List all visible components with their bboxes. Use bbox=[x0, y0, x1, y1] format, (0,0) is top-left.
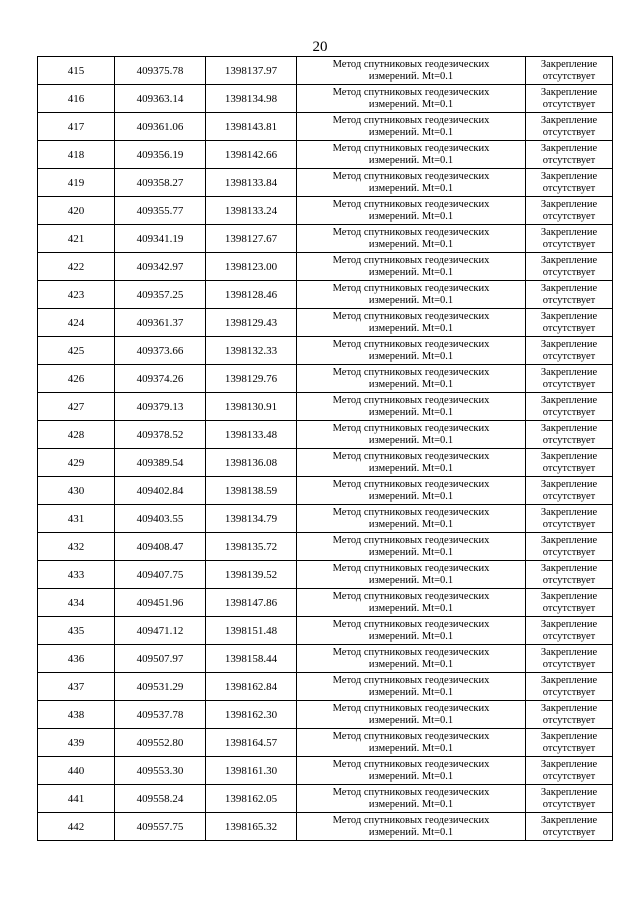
x-coordinate-cell: 409471.12 bbox=[115, 617, 206, 645]
table-row bbox=[38, 589, 613, 617]
method-cell-line: измерений. Mt=0.1 bbox=[368, 770, 454, 782]
fixing-cell-line: отсутствует bbox=[542, 714, 596, 726]
method-cell bbox=[297, 617, 526, 645]
method-cell-line: Метод спутниковых геодезических bbox=[332, 758, 490, 770]
fixing-cell-line: отсутствует bbox=[542, 322, 596, 334]
fixing-cell bbox=[526, 393, 613, 421]
point-number-cell: 437 bbox=[38, 673, 115, 701]
fixing-cell bbox=[526, 281, 613, 309]
fixing-cell-line: Закрепление bbox=[540, 506, 598, 518]
table-row bbox=[38, 309, 613, 337]
fixing-cell bbox=[526, 365, 613, 393]
fixing-cell-line: отсутствует bbox=[542, 434, 596, 446]
table-row bbox=[38, 617, 613, 645]
table-row bbox=[38, 813, 613, 841]
page-number: 20 bbox=[312, 39, 328, 55]
fixing-cell-line: Закрепление bbox=[540, 730, 598, 742]
table-row bbox=[38, 253, 613, 281]
x-coordinate-cell: 409537.78 bbox=[115, 701, 206, 729]
fixing-cell-line: отсутствует bbox=[542, 546, 596, 558]
fixing-cell-line: отсутствует bbox=[542, 518, 596, 530]
fixing-cell bbox=[526, 617, 613, 645]
point-number-cell: 427 bbox=[38, 393, 115, 421]
fixing-cell bbox=[526, 757, 613, 785]
point-number-cell: 418 bbox=[38, 141, 115, 169]
x-coordinate-cell: 409361.37 bbox=[115, 309, 206, 337]
method-cell-line: Метод спутниковых геодезических bbox=[332, 618, 490, 630]
point-number-cell: 435 bbox=[38, 617, 115, 645]
y-coordinate-cell: 1398151.48 bbox=[206, 617, 297, 645]
y-coordinate-cell: 1398133.24 bbox=[206, 197, 297, 225]
table-row bbox=[38, 785, 613, 813]
table-row bbox=[38, 113, 613, 141]
method-cell bbox=[297, 785, 526, 813]
y-coordinate-cell: 1398129.43 bbox=[206, 309, 297, 337]
method-cell bbox=[297, 309, 526, 337]
x-coordinate-cell: 409552.80 bbox=[115, 729, 206, 757]
method-cell-line: Метод спутниковых геодезических bbox=[332, 422, 490, 434]
method-cell bbox=[297, 449, 526, 477]
method-cell-line: Метод спутниковых геодезических bbox=[332, 730, 490, 742]
method-cell-line: Метод спутниковых геодезических bbox=[332, 198, 490, 210]
table-row bbox=[38, 421, 613, 449]
method-cell-line: Метод спутниковых геодезических bbox=[332, 58, 490, 70]
fixing-cell-line: Закрепление bbox=[540, 674, 598, 686]
method-cell-line: измерений. Mt=0.1 bbox=[368, 378, 454, 390]
fixing-cell-line: Закрепление bbox=[540, 618, 598, 630]
fixing-cell-line: отсутствует bbox=[542, 742, 596, 754]
fixing-cell-line: Закрепление bbox=[540, 142, 598, 154]
table-row bbox=[38, 141, 613, 169]
x-coordinate-cell: 409361.06 bbox=[115, 113, 206, 141]
method-cell-line: измерений. Mt=0.1 bbox=[368, 350, 454, 362]
fixing-cell bbox=[526, 729, 613, 757]
method-cell-line: Метод спутниковых геодезических bbox=[332, 114, 490, 126]
method-cell-line: измерений. Mt=0.1 bbox=[368, 518, 454, 530]
fixing-cell-line: Закрепление bbox=[540, 590, 598, 602]
fixing-cell bbox=[526, 421, 613, 449]
fixing-cell bbox=[526, 85, 613, 113]
fixing-cell-line: отсутствует bbox=[542, 406, 596, 418]
fixing-cell-line: отсутствует bbox=[542, 770, 596, 782]
fixing-cell-line: Закрепление bbox=[540, 114, 598, 126]
x-coordinate-cell: 409451.96 bbox=[115, 589, 206, 617]
y-coordinate-cell: 1398162.30 bbox=[206, 701, 297, 729]
method-cell-line: измерений. Mt=0.1 bbox=[368, 98, 454, 110]
x-coordinate-cell: 409358.27 bbox=[115, 169, 206, 197]
fixing-cell-line: отсутствует bbox=[542, 182, 596, 194]
y-coordinate-cell: 1398147.86 bbox=[206, 589, 297, 617]
y-coordinate-cell: 1398132.33 bbox=[206, 337, 297, 365]
x-coordinate-cell: 409355.77 bbox=[115, 197, 206, 225]
method-cell-line: измерений. Mt=0.1 bbox=[368, 798, 454, 810]
x-coordinate-cell: 409375.78 bbox=[115, 57, 206, 85]
method-cell-line: измерений. Mt=0.1 bbox=[368, 742, 454, 754]
fixing-cell-line: отсутствует bbox=[542, 658, 596, 670]
fixing-cell-line: Закрепление bbox=[540, 198, 598, 210]
method-cell bbox=[297, 589, 526, 617]
fixing-cell-line: отсутствует bbox=[542, 294, 596, 306]
method-cell bbox=[297, 477, 526, 505]
method-cell-line: Метод спутниковых геодезических bbox=[332, 142, 490, 154]
fixing-cell bbox=[526, 785, 613, 813]
method-cell bbox=[297, 505, 526, 533]
table-row bbox=[38, 449, 613, 477]
method-cell-line: Метод спутниковых геодезических bbox=[332, 646, 490, 658]
y-coordinate-cell: 1398138.59 bbox=[206, 477, 297, 505]
method-cell bbox=[297, 197, 526, 225]
y-coordinate-cell: 1398139.52 bbox=[206, 561, 297, 589]
fixing-cell-line: отсутствует bbox=[542, 126, 596, 138]
point-number-cell: 425 bbox=[38, 337, 115, 365]
x-coordinate-cell: 409356.19 bbox=[115, 141, 206, 169]
method-cell-line: измерений. Mt=0.1 bbox=[368, 406, 454, 418]
method-cell bbox=[297, 169, 526, 197]
y-coordinate-cell: 1398164.57 bbox=[206, 729, 297, 757]
point-number-cell: 428 bbox=[38, 421, 115, 449]
method-cell-line: измерений. Mt=0.1 bbox=[368, 686, 454, 698]
fixing-cell-line: отсутствует bbox=[542, 462, 596, 474]
x-coordinate-cell: 409531.29 bbox=[115, 673, 206, 701]
table-row bbox=[38, 85, 613, 113]
fixing-cell-line: отсутствует bbox=[542, 686, 596, 698]
y-coordinate-cell: 1398123.00 bbox=[206, 253, 297, 281]
table-row bbox=[38, 505, 613, 533]
fixing-cell bbox=[526, 533, 613, 561]
method-cell-line: измерений. Mt=0.1 bbox=[368, 434, 454, 446]
method-cell-line: измерений. Mt=0.1 bbox=[368, 126, 454, 138]
y-coordinate-cell: 1398130.91 bbox=[206, 393, 297, 421]
y-coordinate-cell: 1398142.66 bbox=[206, 141, 297, 169]
fixing-cell-line: Закрепление bbox=[540, 758, 598, 770]
fixing-cell-line: отсутствует bbox=[542, 70, 596, 82]
point-number-cell: 420 bbox=[38, 197, 115, 225]
method-cell-line: измерений. Mt=0.1 bbox=[368, 546, 454, 558]
x-coordinate-cell: 409357.25 bbox=[115, 281, 206, 309]
point-number-cell: 416 bbox=[38, 85, 115, 113]
method-cell bbox=[297, 561, 526, 589]
method-cell-line: Метод спутниковых геодезических bbox=[332, 786, 490, 798]
method-cell bbox=[297, 225, 526, 253]
fixing-cell bbox=[526, 253, 613, 281]
method-cell-line: Метод спутниковых геодезических bbox=[332, 478, 490, 490]
x-coordinate-cell: 409557.75 bbox=[115, 813, 206, 841]
method-cell bbox=[297, 57, 526, 85]
method-cell-line: Метод спутниковых геодезических bbox=[332, 674, 490, 686]
method-cell-line: измерений. Mt=0.1 bbox=[368, 602, 454, 614]
fixing-cell-line: Закрепление bbox=[540, 58, 598, 70]
y-coordinate-cell: 1398128.46 bbox=[206, 281, 297, 309]
x-coordinate-cell: 409341.19 bbox=[115, 225, 206, 253]
table-row bbox=[38, 645, 613, 673]
method-cell-line: Метод спутниковых геодезических bbox=[332, 254, 490, 266]
method-cell-line: измерений. Mt=0.1 bbox=[368, 294, 454, 306]
y-coordinate-cell: 1398158.44 bbox=[206, 645, 297, 673]
x-coordinate-cell: 409558.24 bbox=[115, 785, 206, 813]
method-cell-line: измерений. Mt=0.1 bbox=[368, 462, 454, 474]
table-row bbox=[38, 701, 613, 729]
fixing-cell-line: Закрепление bbox=[540, 282, 598, 294]
fixing-cell-line: Закрепление bbox=[540, 786, 598, 798]
fixing-cell bbox=[526, 113, 613, 141]
method-cell-line: Метод спутниковых геодезических bbox=[332, 170, 490, 182]
fixing-cell-line: Закрепление bbox=[540, 170, 598, 182]
method-cell bbox=[297, 253, 526, 281]
point-number-cell: 432 bbox=[38, 533, 115, 561]
method-cell-line: измерений. Mt=0.1 bbox=[368, 154, 454, 166]
point-number-cell: 424 bbox=[38, 309, 115, 337]
y-coordinate-cell: 1398133.48 bbox=[206, 421, 297, 449]
method-cell-line: измерений. Mt=0.1 bbox=[368, 210, 454, 222]
fixing-cell-line: отсутствует bbox=[542, 154, 596, 166]
point-number-cell: 433 bbox=[38, 561, 115, 589]
fixing-cell-line: Закрепление bbox=[540, 366, 598, 378]
fixing-cell-line: отсутствует bbox=[542, 350, 596, 362]
fixing-cell-line: отсутствует bbox=[542, 630, 596, 642]
method-cell-line: Метод спутниковых геодезических bbox=[332, 226, 490, 238]
fixing-cell-line: Закрепление bbox=[540, 646, 598, 658]
x-coordinate-cell: 409407.75 bbox=[115, 561, 206, 589]
fixing-cell bbox=[526, 337, 613, 365]
table-row bbox=[38, 169, 613, 197]
method-cell-line: Метод спутниковых геодезических bbox=[332, 338, 490, 350]
method-cell bbox=[297, 281, 526, 309]
table-row bbox=[38, 393, 613, 421]
fixing-cell bbox=[526, 449, 613, 477]
x-coordinate-cell: 409408.47 bbox=[115, 533, 206, 561]
point-number-cell: 423 bbox=[38, 281, 115, 309]
x-coordinate-cell: 409374.26 bbox=[115, 365, 206, 393]
method-cell-line: Метод спутниковых геодезических bbox=[332, 394, 490, 406]
x-coordinate-cell: 409363.14 bbox=[115, 85, 206, 113]
fixing-cell-line: отсутствует bbox=[542, 826, 596, 838]
method-cell-line: измерений. Mt=0.1 bbox=[368, 826, 454, 838]
point-number-cell: 438 bbox=[38, 701, 115, 729]
method-cell bbox=[297, 365, 526, 393]
method-cell-line: измерений. Mt=0.1 bbox=[368, 322, 454, 334]
method-cell bbox=[297, 729, 526, 757]
fixing-cell-line: отсутствует bbox=[542, 378, 596, 390]
fixing-cell-line: отсутствует bbox=[542, 98, 596, 110]
point-number-cell: 431 bbox=[38, 505, 115, 533]
fixing-cell bbox=[526, 309, 613, 337]
fixing-cell bbox=[526, 141, 613, 169]
fixing-cell bbox=[526, 169, 613, 197]
fixing-cell-line: отсутствует bbox=[542, 266, 596, 278]
method-cell bbox=[297, 533, 526, 561]
fixing-cell bbox=[526, 589, 613, 617]
method-cell-line: Метод спутниковых геодезических bbox=[332, 282, 490, 294]
method-cell-line: Метод спутниковых геодезических bbox=[332, 310, 490, 322]
method-cell-line: измерений. Mt=0.1 bbox=[368, 630, 454, 642]
fixing-cell-line: отсутствует bbox=[542, 490, 596, 502]
method-cell-line: измерений. Mt=0.1 bbox=[368, 182, 454, 194]
fixing-cell bbox=[526, 645, 613, 673]
method-cell bbox=[297, 337, 526, 365]
method-cell bbox=[297, 85, 526, 113]
table-row bbox=[38, 337, 613, 365]
method-cell-line: Метод спутниковых геодезических bbox=[332, 86, 490, 98]
x-coordinate-cell: 409373.66 bbox=[115, 337, 206, 365]
method-cell bbox=[297, 113, 526, 141]
point-number-cell: 419 bbox=[38, 169, 115, 197]
x-coordinate-cell: 409342.97 bbox=[115, 253, 206, 281]
method-cell bbox=[297, 757, 526, 785]
point-number-cell: 434 bbox=[38, 589, 115, 617]
method-cell-line: измерений. Mt=0.1 bbox=[368, 714, 454, 726]
y-coordinate-cell: 1398143.81 bbox=[206, 113, 297, 141]
fixing-cell-line: Закрепление bbox=[540, 338, 598, 350]
fixing-cell-line: Закрепление bbox=[540, 310, 598, 322]
fixing-cell-line: Закрепление bbox=[540, 562, 598, 574]
y-coordinate-cell: 1398136.08 bbox=[206, 449, 297, 477]
table-row bbox=[38, 757, 613, 785]
fixing-cell bbox=[526, 561, 613, 589]
y-coordinate-cell: 1398165.32 bbox=[206, 813, 297, 841]
fixing-cell-line: отсутствует bbox=[542, 602, 596, 614]
x-coordinate-cell: 409507.97 bbox=[115, 645, 206, 673]
method-cell-line: измерений. Mt=0.1 bbox=[368, 490, 454, 502]
fixing-cell-line: Закрепление bbox=[540, 478, 598, 490]
point-number-cell: 422 bbox=[38, 253, 115, 281]
fixing-cell bbox=[526, 225, 613, 253]
method-cell bbox=[297, 393, 526, 421]
fixing-cell bbox=[526, 673, 613, 701]
method-cell-line: измерений. Mt=0.1 bbox=[368, 238, 454, 250]
y-coordinate-cell: 1398161.30 bbox=[206, 757, 297, 785]
fixing-cell-line: отсутствует bbox=[542, 798, 596, 810]
x-coordinate-cell: 409378.52 bbox=[115, 421, 206, 449]
method-cell-line: Метод спутниковых геодезических bbox=[332, 534, 490, 546]
y-coordinate-cell: 1398133.84 bbox=[206, 169, 297, 197]
y-coordinate-cell: 1398127.67 bbox=[206, 225, 297, 253]
coordinates-table-body bbox=[38, 57, 613, 841]
y-coordinate-cell: 1398162.84 bbox=[206, 673, 297, 701]
method-cell-line: Метод спутниковых геодезических bbox=[332, 590, 490, 602]
y-coordinate-cell: 1398137.97 bbox=[206, 57, 297, 85]
point-number-cell: 429 bbox=[38, 449, 115, 477]
point-number-cell: 436 bbox=[38, 645, 115, 673]
table-row bbox=[38, 729, 613, 757]
method-cell bbox=[297, 813, 526, 841]
x-coordinate-cell: 409402.84 bbox=[115, 477, 206, 505]
y-coordinate-cell: 1398162.05 bbox=[206, 785, 297, 813]
method-cell-line: измерений. Mt=0.1 bbox=[368, 70, 454, 82]
point-number-cell: 440 bbox=[38, 757, 115, 785]
y-coordinate-cell: 1398135.72 bbox=[206, 533, 297, 561]
fixing-cell bbox=[526, 197, 613, 225]
table-row bbox=[38, 197, 613, 225]
table-row bbox=[38, 57, 613, 85]
fixing-cell-line: отсутствует bbox=[542, 574, 596, 586]
x-coordinate-cell: 409379.13 bbox=[115, 393, 206, 421]
fixing-cell-line: Закрепление bbox=[540, 422, 598, 434]
fixing-cell bbox=[526, 505, 613, 533]
table-row bbox=[38, 477, 613, 505]
table-row bbox=[38, 561, 613, 589]
y-coordinate-cell: 1398134.98 bbox=[206, 85, 297, 113]
fixing-cell-line: Закрепление bbox=[540, 450, 598, 462]
method-cell-line: Метод спутниковых геодезических bbox=[332, 450, 490, 462]
fixing-cell-line: Закрепление bbox=[540, 534, 598, 546]
point-number-cell: 442 bbox=[38, 813, 115, 841]
table-row bbox=[38, 673, 613, 701]
fixing-cell-line: Закрепление bbox=[540, 702, 598, 714]
fixing-cell bbox=[526, 57, 613, 85]
table-row bbox=[38, 365, 613, 393]
point-number-cell: 439 bbox=[38, 729, 115, 757]
point-number-cell: 430 bbox=[38, 477, 115, 505]
method-cell bbox=[297, 673, 526, 701]
method-cell-line: измерений. Mt=0.1 bbox=[368, 658, 454, 670]
fixing-cell-line: отсутствует bbox=[542, 238, 596, 250]
method-cell-line: Метод спутниковых геодезических bbox=[332, 506, 490, 518]
fixing-cell-line: отсутствует bbox=[542, 210, 596, 222]
x-coordinate-cell: 409389.54 bbox=[115, 449, 206, 477]
method-cell bbox=[297, 701, 526, 729]
x-coordinate-cell: 409403.55 bbox=[115, 505, 206, 533]
point-number-cell: 441 bbox=[38, 785, 115, 813]
table-row bbox=[38, 533, 613, 561]
fixing-cell-line: Закрепление bbox=[540, 394, 598, 406]
table-row bbox=[38, 281, 613, 309]
fixing-cell-line: Закрепление bbox=[540, 254, 598, 266]
table-row bbox=[38, 225, 613, 253]
method-cell bbox=[297, 141, 526, 169]
coordinates-table bbox=[37, 56, 613, 841]
x-coordinate-cell: 409553.30 bbox=[115, 757, 206, 785]
fixing-cell-line: Закрепление bbox=[540, 814, 598, 826]
fixing-cell bbox=[526, 813, 613, 841]
fixing-cell-line: Закрепление bbox=[540, 226, 598, 238]
method-cell-line: Метод спутниковых геодезических bbox=[332, 366, 490, 378]
method-cell-line: Метод спутниковых геодезических bbox=[332, 702, 490, 714]
method-cell-line: измерений. Mt=0.1 bbox=[368, 574, 454, 586]
y-coordinate-cell: 1398129.76 bbox=[206, 365, 297, 393]
method-cell bbox=[297, 645, 526, 673]
method-cell-line: Метод спутниковых геодезических bbox=[332, 562, 490, 574]
fixing-cell-line: Закрепление bbox=[540, 86, 598, 98]
point-number-cell: 415 bbox=[38, 57, 115, 85]
y-coordinate-cell: 1398134.79 bbox=[206, 505, 297, 533]
fixing-cell bbox=[526, 477, 613, 505]
fixing-cell bbox=[526, 701, 613, 729]
point-number-cell: 426 bbox=[38, 365, 115, 393]
method-cell-line: измерений. Mt=0.1 bbox=[368, 266, 454, 278]
point-number-cell: 417 bbox=[38, 113, 115, 141]
method-cell bbox=[297, 421, 526, 449]
point-number-cell: 421 bbox=[38, 225, 115, 253]
method-cell-line: Метод спутниковых геодезических bbox=[332, 814, 490, 826]
